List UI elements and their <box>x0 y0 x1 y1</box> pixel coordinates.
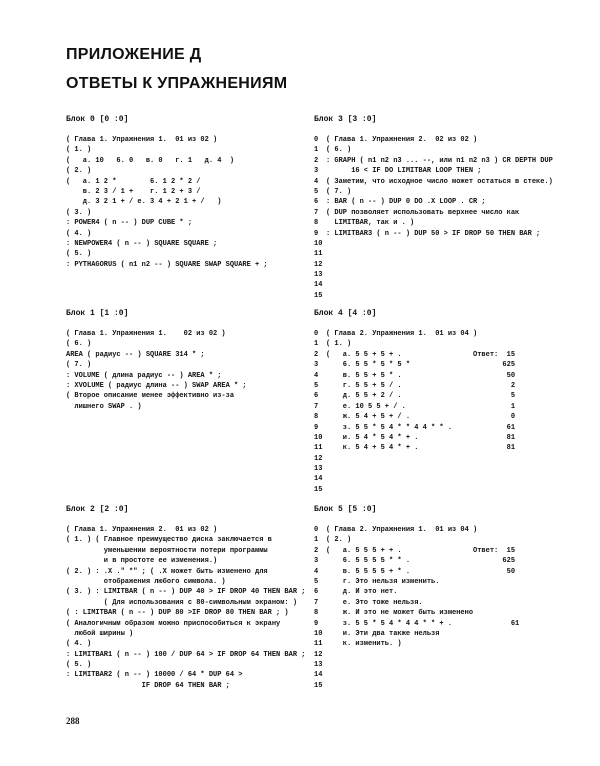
code-line <box>314 619 586 629</box>
line-number: 3 <box>314 361 319 370</box>
code-block <box>314 114 586 301</box>
code-line <box>314 485 586 495</box>
code-line <box>66 350 338 360</box>
line-number: 11 <box>314 640 323 649</box>
code-line <box>66 587 338 597</box>
line-number: 12 <box>314 650 323 659</box>
code-text: ( 4. ) <box>66 640 92 649</box>
line-number: 5 <box>314 381 319 390</box>
line-number: 6 <box>314 392 319 401</box>
code-text: д. И это нет. <box>326 588 398 597</box>
code-block <box>66 114 338 270</box>
page-subtitle: ОТВЕТЫ К УПРАЖНЕНИЯМ <box>66 75 288 92</box>
code-text: ( Глава 1. Упражнения 2. 01 из 02 ) <box>66 526 218 534</box>
block-header: Блок 5 [5 :0] <box>314 505 377 514</box>
line-number: 15 <box>314 291 323 300</box>
code-line <box>314 639 586 649</box>
page-number: 288 <box>66 716 80 726</box>
code-text: ( 4. ) <box>66 229 92 238</box>
code-text: в. 5 5 5 5 + * . 50 <box>326 567 516 576</box>
code-line <box>314 187 586 197</box>
code-line <box>314 239 586 249</box>
code-text: уменьшении вероятности потери программы <box>66 546 268 555</box>
code-line <box>314 474 586 484</box>
code-line <box>66 619 338 629</box>
line-number: 1 <box>314 340 319 349</box>
code-line <box>314 218 586 228</box>
line-number: 12 <box>314 260 323 269</box>
code-line <box>66 135 338 145</box>
line-number: 9 <box>314 423 319 432</box>
code-line <box>66 260 338 270</box>
code-line <box>66 187 338 197</box>
code-line <box>314 229 586 239</box>
code-text: ( а. 1 2 * 6. 1 2 * 2 / <box>66 177 201 186</box>
code-line <box>66 567 338 577</box>
code-text: ( 2. ) : .X ." *" ; ( .X может быть изменено для <box>66 567 268 576</box>
line-number: 11 <box>314 250 323 259</box>
code-line <box>314 329 586 339</box>
code-line <box>66 556 338 566</box>
block-header: Блок 2 [2 :0] <box>66 505 129 514</box>
code-text: ( а. 5 5 5 + + . Ответ: 15 <box>326 546 516 555</box>
line-number: 7 <box>314 598 319 607</box>
code-text: ( 2. ) <box>66 167 92 176</box>
code-line <box>314 660 586 670</box>
code-line <box>66 681 338 691</box>
code-text: д. 3 2 1 + / е. 3 4 + 2 1 + / ) <box>66 198 222 207</box>
code-line <box>314 339 586 349</box>
code-line <box>66 249 338 259</box>
code-text: ( 2. ) <box>326 536 352 545</box>
code-line <box>314 260 586 270</box>
code-line <box>314 208 586 218</box>
code-text: ( Глава 2. Упражнения 1. 01 из 04 ) <box>326 526 478 534</box>
code-line <box>314 546 586 556</box>
code-line <box>314 433 586 443</box>
code-text: AREA ( радиус -- ) SQUARE 314 * ; <box>66 350 205 359</box>
code-text: LIMITBAR, так и . ) <box>326 219 415 228</box>
code-text: 6. 5 5 5 5 * * . 625 <box>326 557 516 566</box>
code-line <box>314 249 586 259</box>
line-number: 0 <box>314 330 319 338</box>
code-line <box>314 443 586 453</box>
line-number: 7 <box>314 402 319 411</box>
code-line <box>314 412 586 422</box>
code-line <box>66 360 338 370</box>
code-text: ( Второе описание менее эффективно из-за <box>66 392 235 401</box>
line-number: 6 <box>314 588 319 597</box>
code-line <box>66 629 338 639</box>
code-line <box>314 608 586 618</box>
code-line <box>66 339 338 349</box>
line-number: 8 <box>314 609 319 618</box>
line-number: 14 <box>314 671 323 680</box>
code-line <box>66 660 338 670</box>
line-number: 8 <box>314 219 319 228</box>
code-text: ( Для использования с 80-символьным экраном: ) <box>66 598 298 607</box>
code-text: и. Эти два также нельзя <box>326 629 440 638</box>
code-line <box>314 535 586 545</box>
line-number: 10 <box>314 433 323 442</box>
code-line <box>314 670 586 680</box>
code-line <box>66 229 338 239</box>
line-number: 4 <box>314 371 319 380</box>
code-line <box>66 525 338 535</box>
code-text: к. 5 4 + 5 4 * + . 81 <box>326 444 516 453</box>
code-line <box>314 567 586 577</box>
code-line <box>66 402 338 412</box>
code-line <box>314 464 586 474</box>
code-line <box>314 145 586 155</box>
code-line <box>66 650 338 660</box>
code-line <box>66 197 338 207</box>
code-text: е. 10 5 5 + / . 1 <box>326 402 516 411</box>
code-text: и в простоте ее изменения.) <box>66 557 218 566</box>
code-text: : LIMITBAR2 ( n -- ) 10000 / 64 * DUP 64 > <box>66 671 243 680</box>
code-text: ( а. 5 5 + 5 + . Ответ: 15 <box>326 350 516 359</box>
code-line <box>314 156 586 166</box>
code-text: 16 < IF DO LIMITBAR LOOP THEN ; <box>326 167 482 176</box>
code-line <box>66 391 338 401</box>
code-line <box>66 371 338 381</box>
code-text: : POWER4 ( n -- ) DUP CUBE * ; <box>66 219 193 228</box>
code-text: ( 1. ) <box>66 146 92 155</box>
code-block <box>314 308 586 495</box>
line-number: 1 <box>314 536 319 545</box>
block-header: Блок 1 [1 :0] <box>66 309 129 318</box>
code-text: ( Глава 1. Упражнения 2. 02 из 02 ) <box>326 136 478 144</box>
code-line <box>314 280 586 290</box>
code-line <box>314 525 586 535</box>
code-block <box>66 504 338 691</box>
code-text: ( 7. ) <box>326 187 352 196</box>
code-text: ( 3. ) : LIMITBAR ( n -- ) DUP 40 > IF DROP 40 THEN BAR ; <box>66 588 306 597</box>
line-number: 6 <box>314 198 319 207</box>
code-line <box>314 423 586 433</box>
code-line <box>66 670 338 680</box>
code-text: в. 5 5 + 5 * . 50 <box>326 371 516 380</box>
page-title: ПРИЛОЖЕНИЕ Д <box>66 46 202 63</box>
code-line <box>66 535 338 545</box>
code-line <box>314 177 586 187</box>
code-line <box>66 145 338 155</box>
code-text: з. 5 5 * 5 4 * 4 4 * * + . 61 <box>326 619 520 628</box>
code-text: г. Это нельзя изменить. <box>326 577 440 586</box>
line-number: 3 <box>314 557 319 566</box>
code-line <box>314 291 586 301</box>
block-header: Блок 3 [3 :0] <box>314 115 377 124</box>
code-text: : LIMITBAR3 ( n -- ) DUP 50 > IF DROP 50 THEN BAR ; <box>326 229 541 238</box>
code-line <box>314 577 586 587</box>
line-number: 15 <box>314 485 323 494</box>
line-number: 14 <box>314 281 323 290</box>
code-text: ( Глава 1. Упражнения 1. 01 из 02 ) <box>66 136 218 144</box>
code-text: ( Заметим, что исходное число может остаться в стеке.) <box>326 177 553 186</box>
line-number: 8 <box>314 413 319 422</box>
code-text: ( 5. ) <box>66 661 92 670</box>
code-line <box>314 381 586 391</box>
line-number: 0 <box>314 136 319 144</box>
line-number: 9 <box>314 229 319 238</box>
code-line <box>314 454 586 464</box>
code-text: г. 5 5 + 5 / . 2 <box>326 381 516 390</box>
code-line <box>66 608 338 618</box>
code-line <box>66 639 338 649</box>
line-number: 14 <box>314 475 323 484</box>
code-line <box>314 350 586 360</box>
line-number: 0 <box>314 526 319 534</box>
code-text: ( 7. ) <box>66 361 92 370</box>
code-line <box>314 197 586 207</box>
line-number: 13 <box>314 465 323 474</box>
block-header: Блок 4 [4 :0] <box>314 309 377 318</box>
code-line <box>66 546 338 556</box>
code-text: ( 5. ) <box>66 250 92 259</box>
code-text: и. 5 4 * 5 4 * + . 81 <box>326 433 516 442</box>
code-text: : NEWPOWER4 ( n -- ) SQUARE SQUARE ; <box>66 239 218 248</box>
line-number: 1 <box>314 146 319 155</box>
code-line <box>314 135 586 145</box>
line-number: 13 <box>314 661 323 670</box>
line-number: 15 <box>314 681 323 690</box>
line-number: 2 <box>314 156 319 165</box>
code-text: е. Это тоже нельзя. <box>326 598 423 607</box>
code-text: ( 1. ) ( Главное преимущество диска заключается в <box>66 536 272 545</box>
code-text: к. изменить. ) <box>326 640 402 649</box>
code-line <box>66 329 338 339</box>
code-text: ( 6. ) <box>326 146 352 155</box>
code-text: ( а. 10 6. 0 в. 0 г. 1 д. 4 ) <box>66 156 235 165</box>
code-line <box>314 270 586 280</box>
line-number: 13 <box>314 271 323 280</box>
code-line <box>66 218 338 228</box>
code-text: ( Аналогичным образом можно приспособиться к экрану <box>66 619 281 628</box>
code-line <box>66 166 338 176</box>
code-line <box>66 239 338 249</box>
line-number: 5 <box>314 187 319 196</box>
code-line <box>314 371 586 381</box>
code-text: IF DROP 64 THEN BAR ; <box>66 681 230 690</box>
code-text: ( : LIMITBAR ( n -- ) DUP 80 >IF DROP 80 THEN BAR ; ) <box>66 609 289 618</box>
code-text: ( Глава 1. Упражнения 1. 02 из 02 ) <box>66 330 226 338</box>
block-header: Блок 0 [0 :0] <box>66 115 129 124</box>
line-number: 10 <box>314 629 323 638</box>
code-line <box>66 381 338 391</box>
code-text: з. 5 5 * 5 4 * * 4 4 * * . 61 <box>326 423 516 432</box>
code-text: ж. И это не может быть изменено <box>326 609 474 618</box>
code-line <box>314 166 586 176</box>
line-number: 4 <box>314 567 319 576</box>
code-line <box>66 598 338 608</box>
line-number: 2 <box>314 546 319 555</box>
line-number: 7 <box>314 208 319 217</box>
line-number: 12 <box>314 454 323 463</box>
code-line <box>314 681 586 691</box>
line-number: 3 <box>314 167 319 176</box>
code-line <box>66 577 338 587</box>
code-line <box>314 629 586 639</box>
code-text: : XVOLUME ( радиус длина -- ) SWAP AREA * ; <box>66 381 247 390</box>
code-block <box>314 504 586 691</box>
code-block <box>66 308 338 412</box>
code-text: отображения любого символа. ) <box>66 577 226 586</box>
code-line <box>314 360 586 370</box>
code-line <box>314 402 586 412</box>
code-text: 6. 5 5 * 5 * 5 * 625 <box>326 361 516 370</box>
line-number: 4 <box>314 177 319 186</box>
code-text: ( Глава 2. Упражнения 1. 01 из 04 ) <box>326 330 478 338</box>
code-text: ( 1. ) <box>326 340 352 349</box>
code-line <box>314 650 586 660</box>
code-text: ( 6. ) <box>66 340 92 349</box>
code-text: : GRAPH ( n1 n2 n3 ... --, или n1 n2 n3 ) CR DEPTH DUP <box>326 156 553 165</box>
code-line <box>66 156 338 166</box>
code-text: в. 2 3 / 1 + г. 1 2 + 3 / <box>66 187 201 196</box>
code-line <box>314 587 586 597</box>
code-line <box>314 391 586 401</box>
code-text: любой ширины ) <box>66 629 134 638</box>
line-number: 2 <box>314 350 319 359</box>
code-line <box>314 556 586 566</box>
code-text: ( DUP позволяет использовать верхнее число как <box>326 208 520 217</box>
code-text: : BAR ( n -- ) DUP 0 DO .X LOOP . CR ; <box>326 198 486 207</box>
line-number: 9 <box>314 619 319 628</box>
code-text: д. 5 5 + 2 / . 5 <box>326 392 516 401</box>
code-line <box>314 598 586 608</box>
code-text: ж. 5 4 + 5 + / . 0 <box>326 413 516 422</box>
code-text: лишнего SWAP . ) <box>66 402 142 411</box>
code-text: ( 3. ) <box>66 208 92 217</box>
code-line <box>66 177 338 187</box>
line-number: 11 <box>314 444 323 453</box>
code-text: : PYTHAGORUS ( n1 n2 -- ) SQUARE SWAP SQUARE + ; <box>66 260 268 269</box>
line-number: 10 <box>314 239 323 248</box>
code-line <box>66 208 338 218</box>
line-number: 5 <box>314 577 319 586</box>
code-text: : LIMITBAR1 ( n -- ) 100 / DUP 64 > IF DROP 64 THEN BAR ; <box>66 650 306 659</box>
code-text: : VOLUME ( длина радиус -- ) AREA * ; <box>66 371 222 380</box>
